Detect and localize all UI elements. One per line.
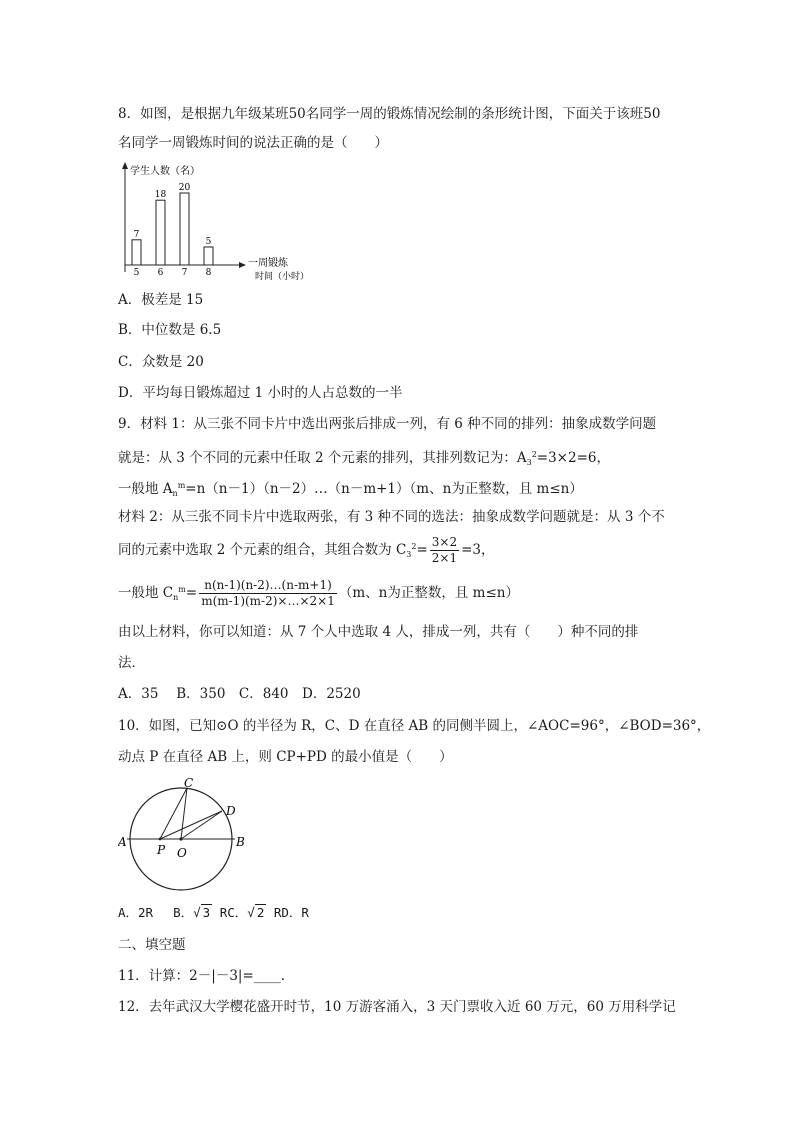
x-axis-label-line1: 一周锻炼 — [248, 258, 288, 269]
segment-pd — [160, 811, 222, 839]
q9-text-line1: 9．材料 1：从三张不同卡片中选出两张后排成一列，有 6 种不同的排列：抽象成数学问题 — [118, 416, 657, 432]
section-heading-fill-in: 二、填空题 — [118, 937, 186, 953]
q9-fraction-1: $\frac{3\times 2}{2\times 1}$ — [431, 535, 458, 565]
y-axis-label: 学生人数（名） — [130, 166, 200, 177]
q8-text-line1: 8．如图，是根据九年级某班50名同学一周的锻炼情况绘制的条形统计图，下面关于该班50 — [118, 106, 661, 122]
q8-bar-chart — [118, 160, 318, 282]
x-tick-label-7: 7 — [181, 268, 188, 278]
q9-text-line4: 材料 2：从三张不同卡片中选取两张，有 3 种不同的选法：抽象成数学问题就是：从 3 个不 — [118, 509, 665, 525]
label-o: O — [177, 846, 187, 860]
q9-options: A．35 B．350 C．840 D．2520 — [118, 686, 361, 702]
bar-value-label-8: 5 — [205, 237, 212, 247]
bar-value-label-6: 18 — [154, 190, 167, 201]
q10-options: A．2R B．√ 3 RC．√ 2 RD．R — [118, 905, 309, 920]
x-tick-label-8: 8 — [205, 268, 212, 278]
label-p: P — [157, 843, 166, 857]
q9-fraction-2: $\frac{n(n-1)(n-2)\dots(n-m+1)}{m(m-1)(m-2)\times\dots\times 2\times 1}$ — [201, 578, 335, 608]
q9-text-line3: 一般地 $A_n^m=n(n-1)(n-2)\dots(n-m+1)(m$、n为正整数，且 m≤n） — [118, 481, 583, 498]
q9-text-line8: 法． — [118, 655, 145, 671]
label-b: B — [236, 835, 245, 849]
x-axis-arrow — [239, 262, 246, 268]
label-d: D — [226, 804, 236, 818]
x-axis-label-line2: 时间（小时） — [255, 272, 310, 282]
point-p — [159, 838, 162, 841]
q8-option-c: C．众数是 20 — [118, 354, 204, 370]
segment-pc — [160, 788, 187, 839]
q8-option-d: D．平均每日锻炼超过 1 小时的人占总数的一半 — [118, 385, 403, 401]
bar-value-label-7: 20 — [178, 183, 191, 193]
bar-8 — [204, 247, 213, 265]
bar-5 — [132, 240, 141, 265]
q10-text-line1: 10．如图，已知⊙O 的半径为 R，C、D 在直径 AB 的同侧半圆上，∠AOC=96°，∠BOD=36°， — [118, 718, 711, 734]
q9-text-line2: 就是：从 3 个不同的元素中任取 2 个元素的排列，其排列数记为：$A_3^2=3\times 2=6$， — [118, 450, 610, 467]
q8-option-b: B．中位数是 6.5 — [118, 322, 222, 338]
q9-text-line5: 同的元素中选取 2 个元素的组合，其组合数为 $C_3^2=$ $\frac{3\times 2}{2\times 1}$ =3， — [118, 535, 495, 565]
q10-circle-figure — [118, 775, 258, 895]
label-a: A — [118, 835, 127, 849]
q11-text: 11．计算：2－|－3|=____． — [118, 968, 295, 984]
q12-text: 12．去年武汉大学樱花盛开时节，10 万游客涌入，3 天门票收入近 60 万元，60 万用科学记 — [118, 999, 676, 1015]
q8-option-a: A．极差是 15 — [118, 292, 204, 308]
q8-text-line2: 名同学一周锻炼时间的说法正确的是（ ） — [118, 135, 388, 151]
point-o — [179, 837, 182, 840]
q10-text-line2: 动点 P 在直径 AB 上，则 CP+PD 的最小值是（ ） — [118, 749, 453, 765]
segment-od — [181, 811, 222, 839]
q9-text-line7: 由以上材料，你可以知道：从 7 个人中选取 4 人，排成一列，共有（ ）种不同的排 — [118, 624, 639, 640]
bar-7 — [180, 193, 189, 265]
segment-oc — [181, 788, 187, 839]
bar-6 — [156, 200, 165, 265]
y-axis-arrow — [122, 162, 128, 169]
x-tick-label-6: 6 — [157, 268, 164, 278]
bar-value-label-5: 7 — [133, 229, 140, 240]
label-c: C — [184, 776, 194, 790]
q9-text-line6: 一般地 $C_n^m=$ $\frac{n(n-1)(n-2)\dots(n-m+1)}{m(m-1)(m-2)\times\dots\times 2\times 1}$ （m、n为正整数，且 m≤n） — [118, 578, 519, 608]
x-tick-label-5: 5 — [133, 268, 140, 278]
